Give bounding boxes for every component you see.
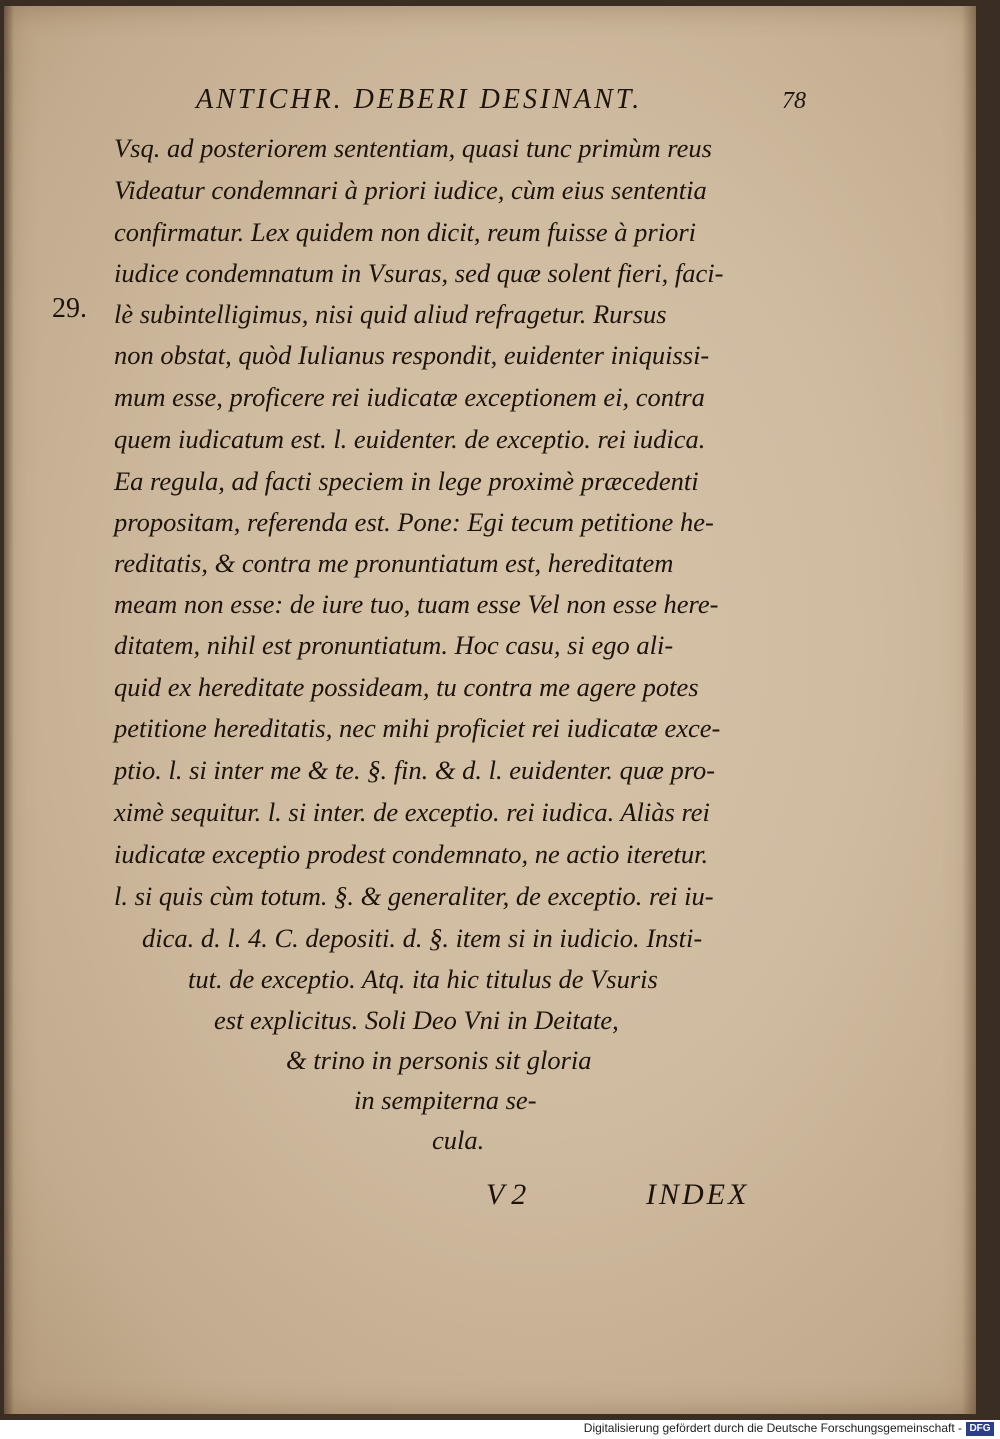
text-line: iudice condemnatum in Vsuras, sed quæ solent fieri, faci- [114,258,724,288]
text-line: quem iudicatum est. l. euidenter. de exceptio. rei iudica. [114,424,706,454]
margin-note: 29. [52,293,87,324]
text-line: ditatem, nihil est pronuntiatum. Hoc casu, si ego ali- [114,630,674,660]
signature-mark: V 2 [486,1178,527,1211]
page-number: 78 [782,88,806,114]
text-line: meam non esse: de iure tuo, tuam esse Vel non esse here- [114,589,719,619]
running-title: ANTICHR. DEBERI DESINANT. [196,84,643,115]
text-line: est explicitus. Soli Deo Vni in Deitate, [214,1005,619,1035]
text-line: mum esse, proficere rei iudicatæ exceptionem ei, contra [114,382,705,412]
catchword: INDEX [646,1178,750,1211]
text-line: Ea regula, ad facti speciem in lege proximè præcedenti [114,466,699,496]
text-line: in sempiterna se- [354,1085,537,1115]
footer-credit: Digitalisierung gefördert durch die Deutsche Forschungsgemeinschaft - [583,1421,962,1435]
text-line: dica. d. l. 4. C. depositi. d. §. item si in iudicio. Insti- [142,923,703,953]
text-line: petitione hereditatis, nec mihi proficiet rei iudicatæ exce- [114,713,721,743]
text-line: Videatur condemnari à priori iudice, cùm eius sententia [114,175,707,205]
text-line: lè subintelligimus, nisi quid aliud refragetur. Rursus [114,299,667,329]
text-line: l. si quis cùm totum. §. & generaliter, de exceptio. rei iu- [114,881,714,911]
text-line: quid ex hereditate possideam, tu contra me agere potes [114,672,699,702]
text-line: iudicatæ exceptio prodest condemnato, ne actio iteretur. [114,839,709,869]
text-line: propositam, referenda est. Pone: Egi tecum petitione he- [114,507,714,537]
text-line: Vsq. ad posteriorem sententiam, quasi tunc primùm reus [114,133,712,163]
page-gutter-shadow [4,6,14,1414]
text-line: confirmatur. Lex quidem non dicit, reum fuisse à priori [114,217,696,247]
dfg-logo-icon: DFG [966,1422,994,1436]
text-line: tut. de exceptio. Atq. ita hic titulus de Vsuris [188,964,658,994]
text-line: reditatis, & contra me pronuntiatum est, hereditatem [114,548,674,578]
page-header [196,84,836,124]
text-line: ximè sequitur. l. si inter. de exceptio. rei iudica. Aliàs rei [114,797,710,827]
text-line: ptio. l. si inter me & te. §. fin. & d. l. euidenter. quæ pro- [114,755,716,785]
text-line: & trino in personis sit gloria [286,1045,592,1075]
text-line: non obstat, quòd Iulianus respondit, euidenter iniquissi- [114,340,710,370]
text-line: cula. [432,1125,485,1155]
